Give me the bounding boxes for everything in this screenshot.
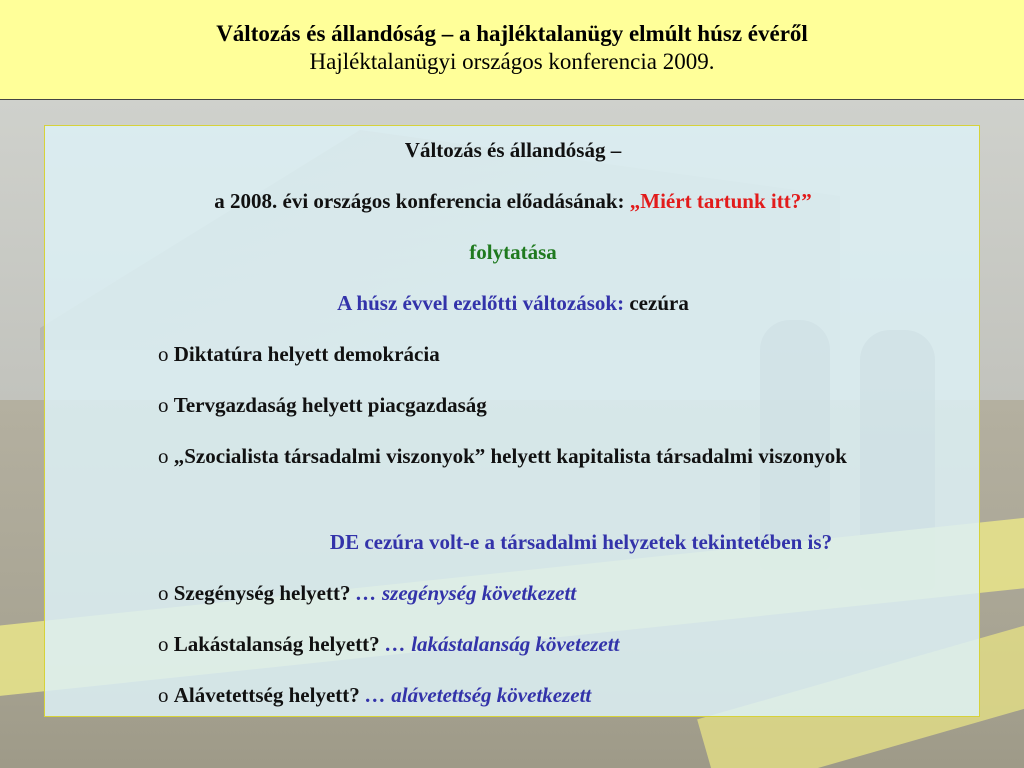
list-item <box>158 392 958 418</box>
list-item <box>158 580 958 606</box>
content-heading-2 <box>45 188 981 214</box>
content-heading <box>45 137 981 163</box>
slide-title: Változás és állandóság – a hajléktalanügy elmúlt húsz évéről <box>216 21 808 46</box>
list-item-answer: … alávetettség következett <box>365 683 592 707</box>
bullet-marker: o <box>158 683 174 707</box>
slide-subtitle: Hajléktalanügyi országos konferencia 2009. <box>309 49 715 74</box>
heading-line-1: Változás és állandóság – <box>404 138 622 162</box>
section-1-keyword: cezúra <box>624 291 689 315</box>
section-1-label: A húsz évvel ezelőtti változások: <box>337 291 625 315</box>
content-panel <box>44 125 980 717</box>
list-item <box>158 682 958 708</box>
list-item-text: „Szocialista társadalmi viszonyok” helyett kapitalista társadalmi viszonyok <box>173 444 847 468</box>
bullet-marker: o <box>158 342 174 366</box>
bullet-marker: o <box>158 581 174 605</box>
list-item-question: Szegénység helyett? <box>173 581 356 605</box>
list-item-question: Alávetettség helyett? <box>173 683 366 707</box>
section-1-heading <box>45 290 981 316</box>
bullet-marker: o <box>158 632 174 656</box>
heading-prefix: a 2008. évi országos konferencia előadásának: <box>214 189 630 213</box>
section-2-question: DE cezúra volt-e a társadalmi helyzetek tekintetében is? <box>329 530 833 554</box>
heading-continuation: folytatása <box>469 240 557 264</box>
heading-quote: „Miért tartunk itt?” <box>629 189 812 213</box>
list-item-question: Lakástalanság helyett? <box>173 632 385 656</box>
slide-header <box>0 0 1024 100</box>
list-item <box>158 439 958 473</box>
list-item <box>158 631 958 657</box>
list-item-answer: … szegénység következett <box>355 581 577 605</box>
bullet-marker: o <box>158 393 174 417</box>
list-item <box>158 341 958 367</box>
list-item-answer: … lakástalanság követezett <box>384 632 620 656</box>
bullet-marker: o <box>158 444 174 468</box>
list-item-text: Diktatúra helyett demokrácia <box>173 342 440 366</box>
list-item-text: Tervgazdaság helyett piacgazdaság <box>173 393 487 417</box>
